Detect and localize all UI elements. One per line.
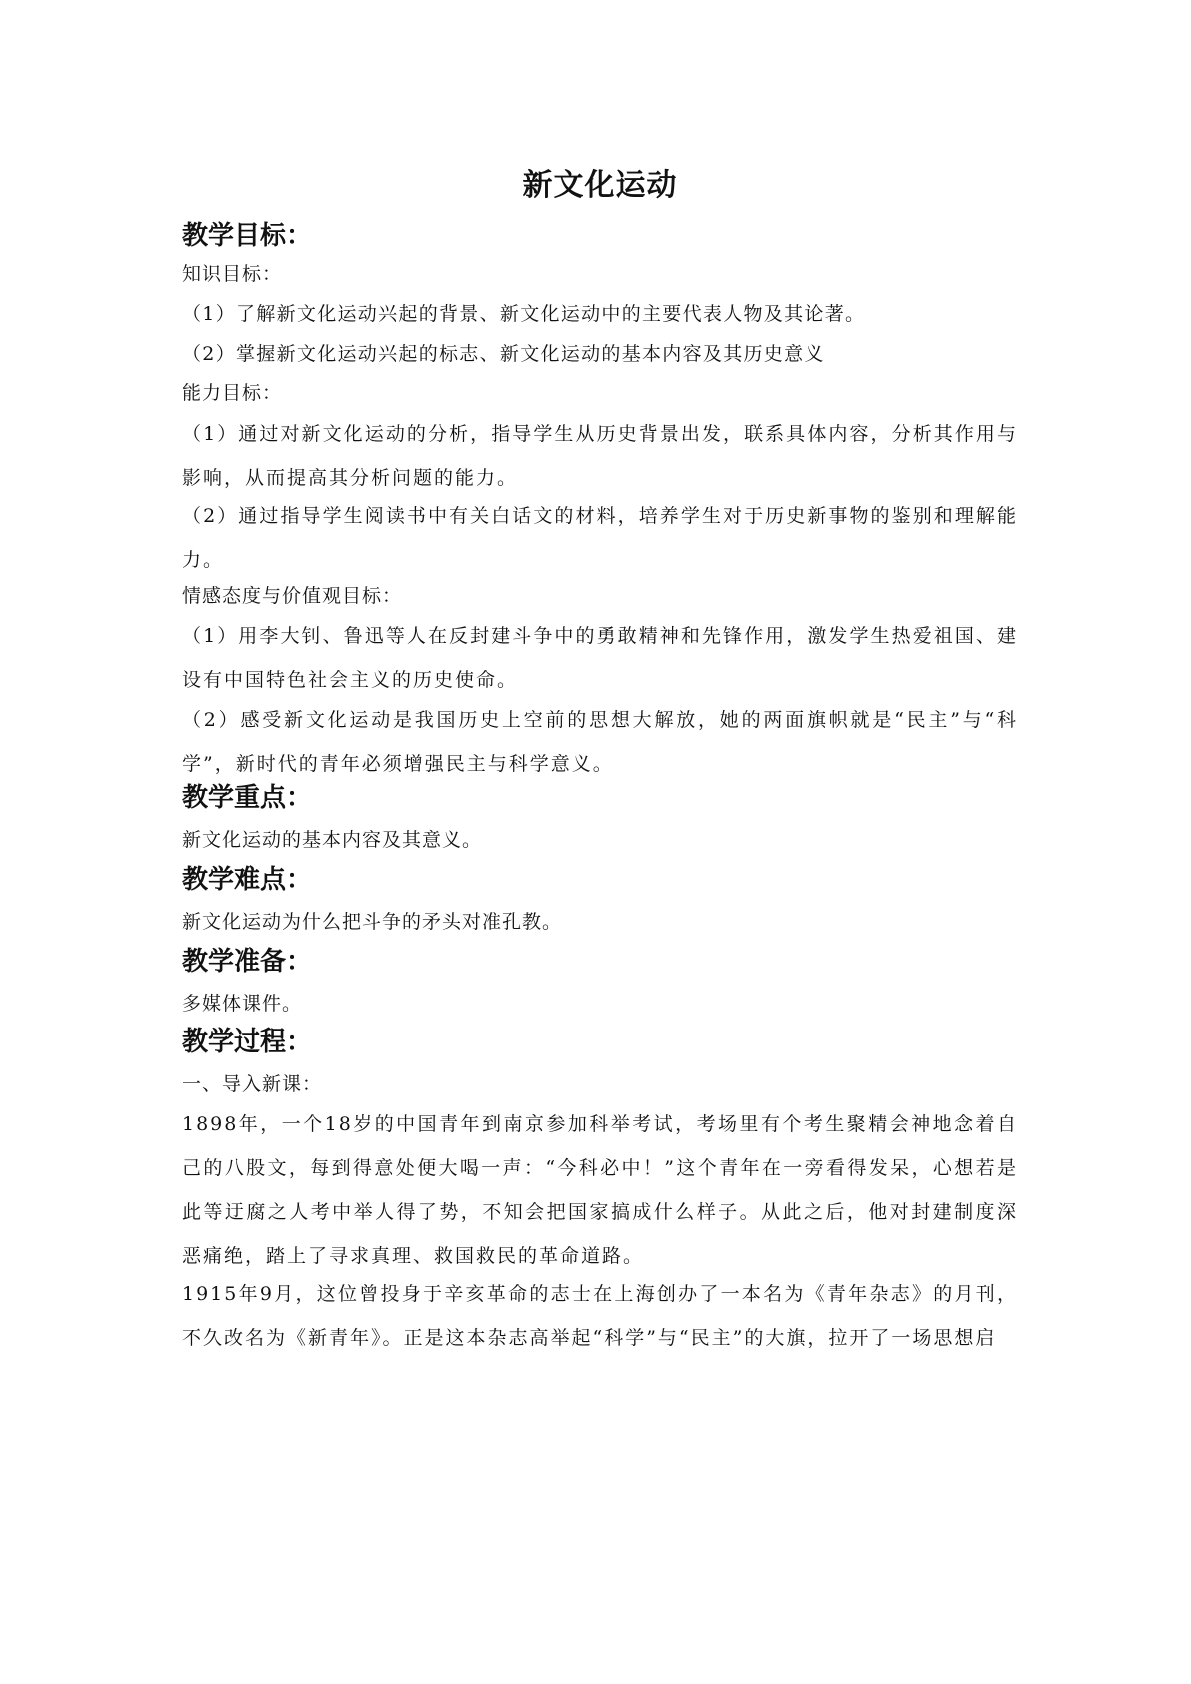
- knowledge-objectives-label: 知识目标：: [182, 263, 283, 285]
- body-paragraph: 1898年，一个18岁的中国青年到南京参加科举考试，考场里有个考生聚精会神地念着自己的八股文，每到得意处便大喝一声：“今科必中！”这个青年在一旁看得发呆，心想若是此等迂腐之人考中举人得了势，不知会把国家搞成什么样子。从此之后，他对封建制度深恶痛绝，踏上了寻求真理、救国救民的革命道路。: [182, 1113, 1018, 1267]
- emotion-objective-item: （1）用李大钊、鲁迅等人在反封建斗争中的勇敢精神和先锋作用，激发学生热爱祖国、建设有中国特色社会主义的历史使命。: [182, 625, 1018, 691]
- key-points-heading: 教学重点：: [182, 783, 313, 813]
- body-paragraph: 1915年9月，这位曾投身于辛亥革命的志士在上海创办了一本名为《青年杂志》的月刊，不久改名为《新青年》。正是这本杂志高举起“科学”与“民主”的大旗，拉开了一场思想启: [182, 1283, 1018, 1349]
- preparation-heading: 教学准备：: [182, 947, 313, 977]
- ability-objective-item: （1）通过对新文化运动的分析，指导学生从历史背景出发，联系具体内容，分析其作用与影响，从而提高其分析问题的能力。: [182, 423, 1018, 489]
- difficulties-text: 新文化运动为什么把斗争的矛头对准孔教。: [182, 911, 563, 933]
- ability-objective-item: （2）通过指导学生阅读书中有关白话文的材料，培养学生对于历史新事物的鉴别和理解能力。: [182, 505, 1018, 571]
- emotion-objectives-label: 情感态度与价值观目标：: [182, 585, 403, 607]
- intro-label: 一、导入新课：: [182, 1073, 323, 1095]
- emotion-objective-item: （2）感受新文化运动是我国历史上空前的思想大解放，她的两面旗帜就是“民主”与“科学”，新时代的青年必须增强民主与科学意义。: [182, 709, 1018, 775]
- process-heading: 教学过程：: [182, 1027, 313, 1057]
- ability-objectives-label: 能力目标：: [182, 382, 283, 404]
- key-points-text: 新文化运动的基本内容及其意义。: [182, 829, 483, 851]
- objectives-heading: 教学目标：: [182, 221, 313, 251]
- knowledge-objective-item: （1）了解新文化运动兴起的背景、新文化运动中的主要代表人物及其论著。: [182, 303, 866, 325]
- document-title: 新文化运动: [522, 168, 678, 203]
- preparation-text: 多媒体课件。: [182, 993, 303, 1015]
- difficulties-heading: 教学难点：: [182, 865, 313, 895]
- knowledge-objective-item: （2）掌握新文化运动兴起的标志、新文化运动的基本内容及其历史意义: [182, 343, 825, 365]
